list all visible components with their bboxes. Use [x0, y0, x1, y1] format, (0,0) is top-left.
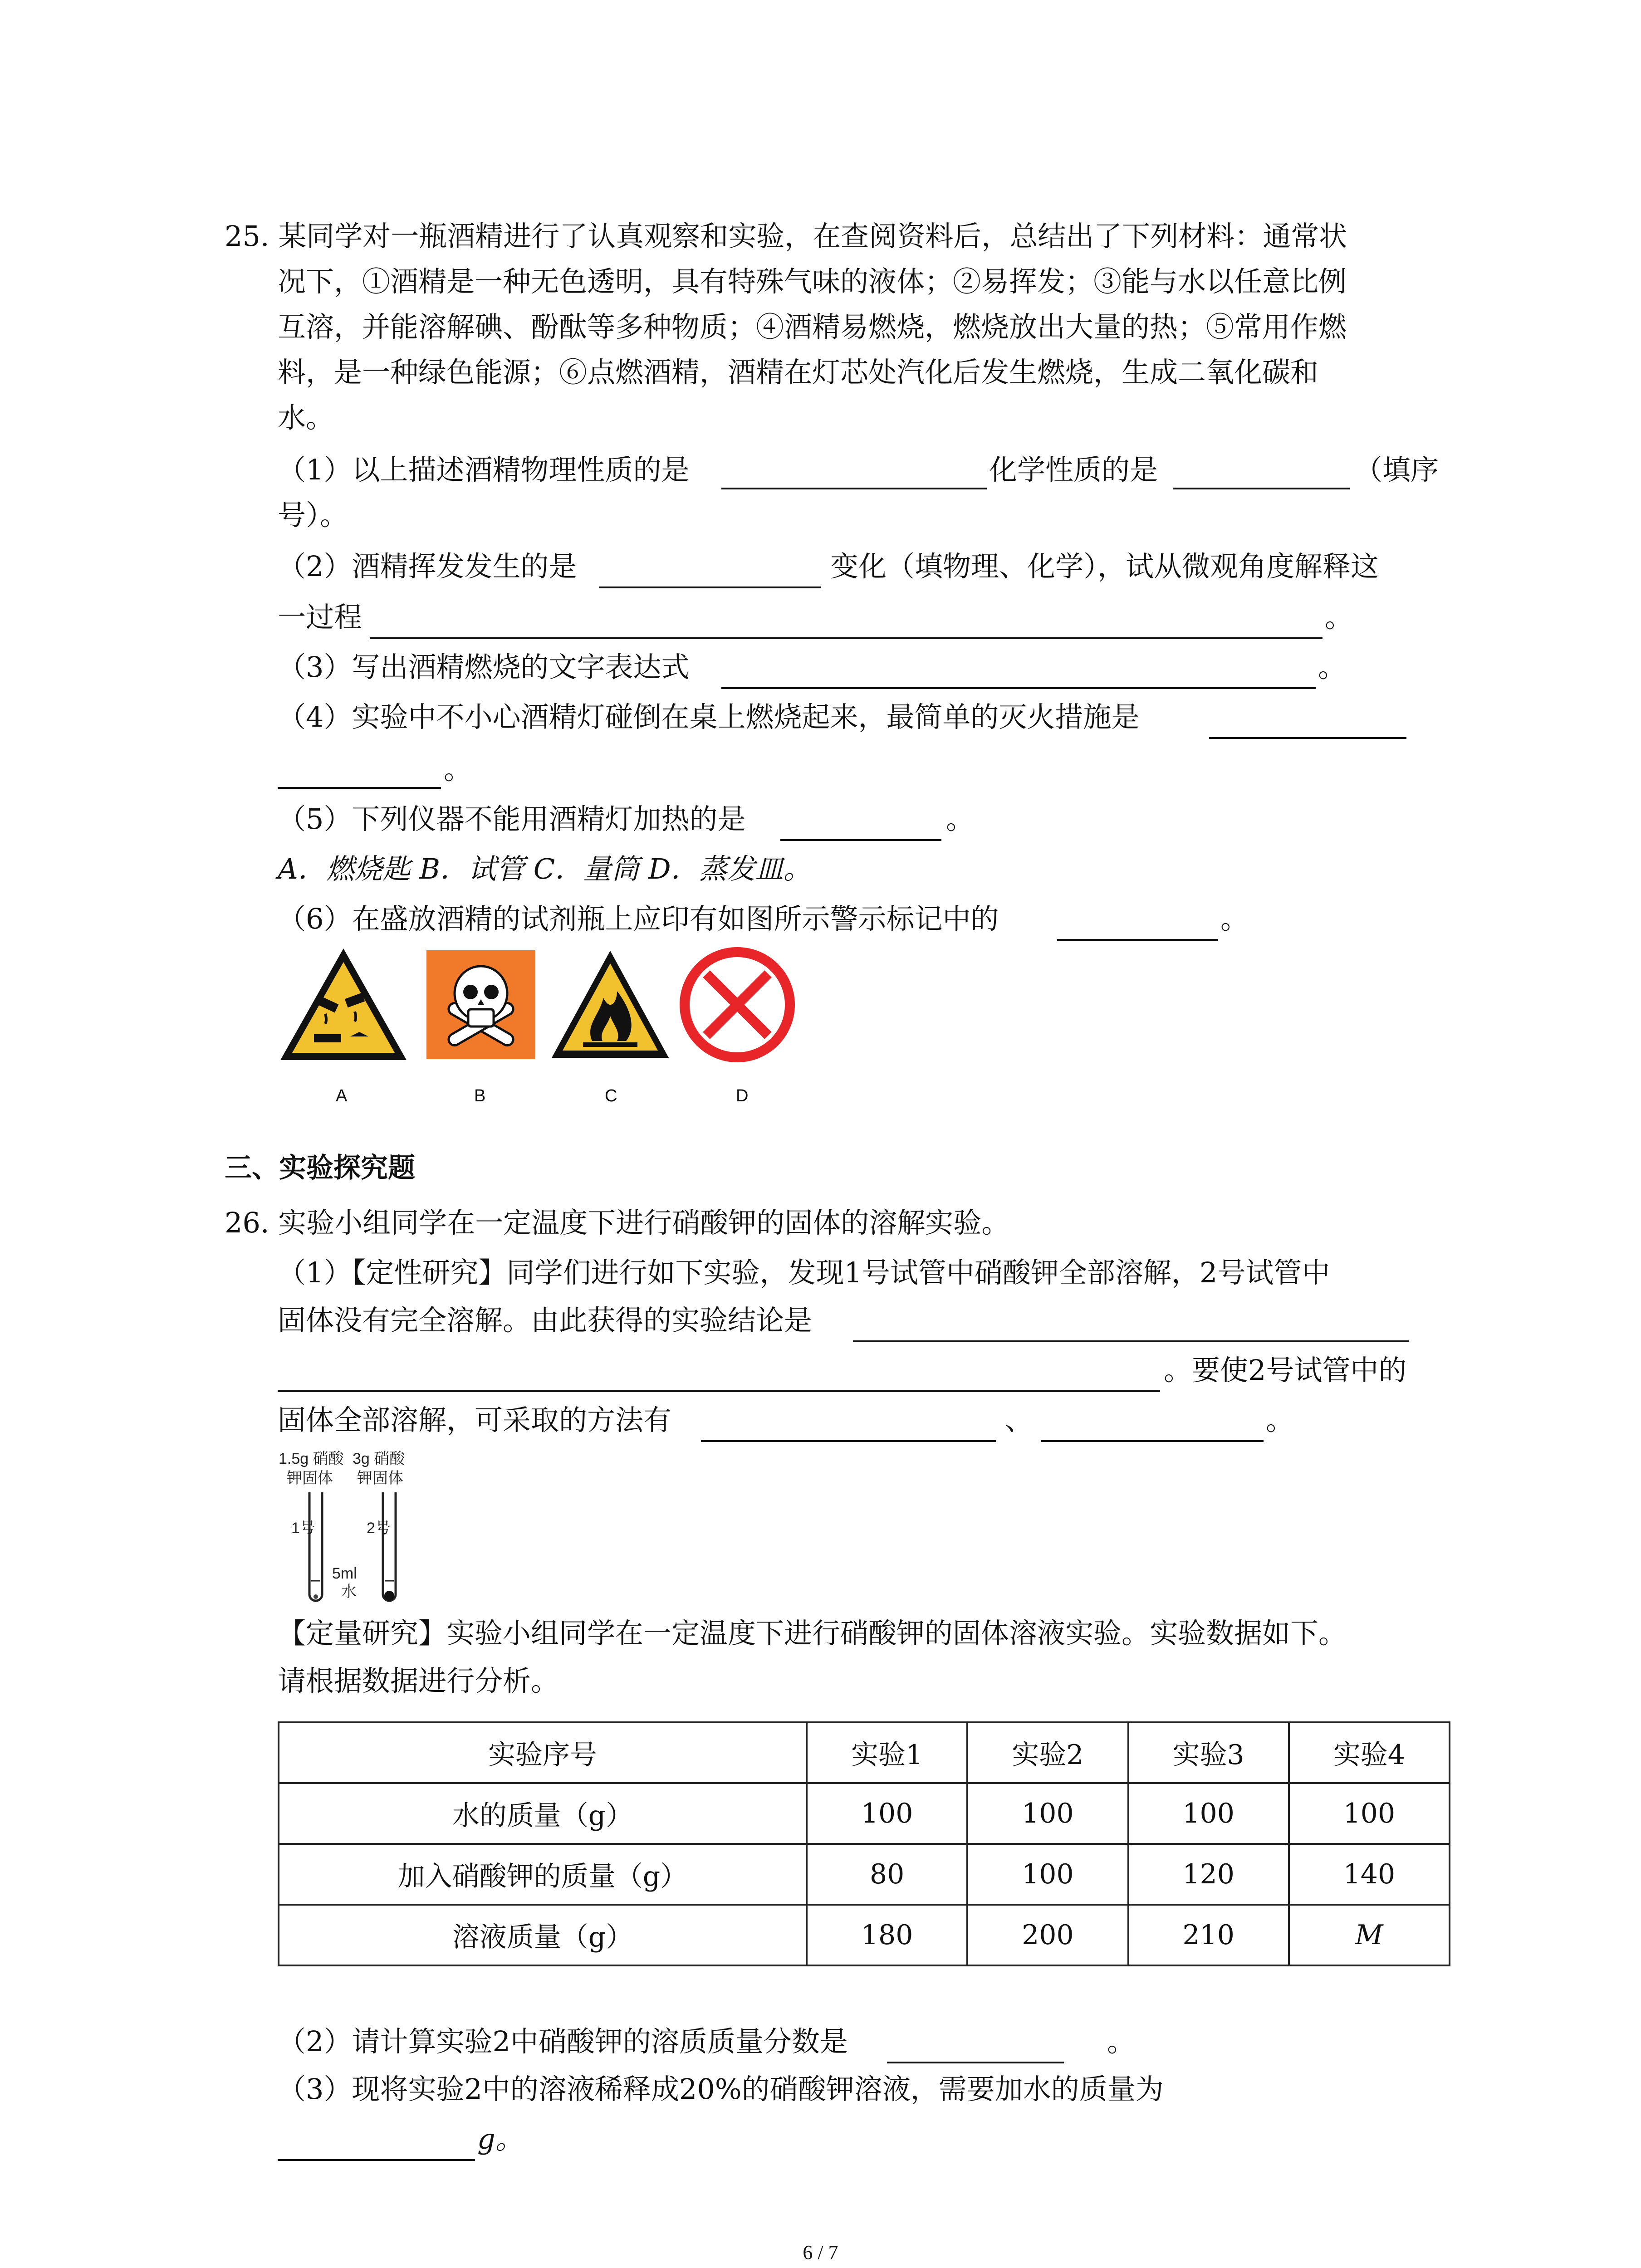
- test-tube-figure: [278, 1445, 432, 1617]
- q25-p2-blank-explain[interactable]: [370, 637, 1323, 639]
- q26-p1-blank-conclusion2[interactable]: [278, 1390, 1160, 1392]
- q25-p1-suffix2: 号）。: [278, 499, 348, 532]
- table-header-cell: 实验1: [807, 1722, 967, 1783]
- table-cell: 100: [807, 1783, 967, 1844]
- q25-p5-options: A．燃烧匙 B．试管 C．量筒 D．蒸发皿。: [278, 852, 812, 885]
- q26-p2-blank[interactable]: [887, 2062, 1064, 2063]
- table-cell: 100: [1289, 1783, 1450, 1844]
- q25-p5-end: 。: [946, 802, 975, 836]
- q25-p2-text2: 变化（填物理、化学），试从微观角度解释这: [830, 550, 1379, 583]
- tube1-label-top: 1.5g 硝酸: [279, 1450, 344, 1467]
- toxic-skull-icon: [426, 950, 535, 1059]
- q26-p3-blank[interactable]: [278, 2159, 475, 2161]
- water-label: 水: [341, 1583, 357, 1600]
- table-row: [279, 1844, 1450, 1905]
- q25-line1: 25. 某同学对一瓶酒精进行了认真观察和实验，在查阅资料后，总结出了下列材料：通常状: [225, 220, 1347, 253]
- q25-p2-text: （2）酒精挥发发生的是: [278, 550, 577, 583]
- section-title: 三、实验探究题: [225, 1152, 415, 1184]
- table-cell: 180: [807, 1905, 967, 1965]
- table-cell: 溶液质量（g）: [279, 1905, 807, 1965]
- table-cell: 100: [1128, 1783, 1289, 1844]
- q25-p2-end: 。: [1325, 601, 1353, 634]
- q25-line2: 况下，①酒精是一种无色透明，具有特殊气味的液体；②易挥发；③能与水以任意比例: [278, 265, 1347, 298]
- table-cell: 140: [1289, 1844, 1450, 1905]
- experiment-data-table: [278, 1721, 1450, 1966]
- tube1-number: 1号: [291, 1520, 315, 1537]
- q26-quant-line2: 请根据数据进行分析。: [278, 1664, 559, 1697]
- prohibited-icon: [678, 946, 796, 1064]
- q26-p2-text: （2）请计算实验2中硝酸钾的溶质质量分数是: [278, 2025, 848, 2058]
- table-cell: 水的质量（g）: [279, 1783, 807, 1844]
- q25-p4-text: （4）实验中不小心酒精灯碰倒在桌上燃烧起来，最简单的灭火措施是: [278, 700, 1140, 733]
- q26-p1-line2: 固体没有完全溶解。由此获得的实验结论是: [278, 1304, 813, 1337]
- sign-label-a: A: [336, 1086, 348, 1105]
- q25-p1-text: （1）以上描述酒精物理性质的是: [278, 453, 690, 486]
- table-cell: 80: [807, 1844, 967, 1905]
- tube2-label-top: 3g 硝酸: [353, 1450, 405, 1467]
- q26-intro: 26. 实验小组同学在一定温度下进行硝酸钾的固体的溶解实验。: [225, 1206, 1010, 1239]
- q26-p1-end: 。: [1266, 1403, 1294, 1437]
- flammable-warning-icon: [549, 948, 671, 1061]
- q25-p4-blank-part2[interactable]: [278, 787, 441, 789]
- corrosive-warning-icon: [278, 946, 409, 1064]
- q25-p5-text: （5）下列仪器不能用酒精灯加热的是: [278, 802, 746, 836]
- sign-label-d: D: [736, 1086, 749, 1105]
- q25-p2-text3: 一过程: [278, 601, 362, 634]
- q26-quant-line1: 【定量研究】实验小组同学在一定温度下进行硝酸钾的固体溶液实验。实验数据如下。: [278, 1617, 1347, 1650]
- table-cell: 200: [967, 1905, 1128, 1965]
- q26-p1-line3: 。要使2号试管中的: [1164, 1354, 1407, 1387]
- q25-line5: 水。: [278, 401, 334, 434]
- table-header-row: [279, 1722, 1450, 1783]
- table-cell: 100: [967, 1783, 1128, 1844]
- q25-p1-blank-physical[interactable]: [721, 488, 987, 489]
- table-cell: 100: [967, 1844, 1128, 1905]
- table-header-cell: 实验序号: [279, 1722, 807, 1783]
- q26-p1-line4: 固体全部溶解，可采取的方法有: [278, 1403, 672, 1437]
- q26-p1-line1: （1）【定性研究】同学们进行如下实验，发现1号试管中硝酸钾全部溶解，2号试管中: [278, 1256, 1330, 1289]
- q25-p1-chemical-label: 化学性质的是: [989, 453, 1158, 486]
- q26-p3-end: g。: [477, 2122, 524, 2156]
- tube2-label-bottom: 钾固体: [357, 1470, 403, 1487]
- q25-p1-blank-chemical[interactable]: [1173, 488, 1350, 489]
- q26-p1-blank-method2[interactable]: [1041, 1440, 1264, 1442]
- q25-p3-end: 。: [1318, 650, 1347, 684]
- water-volume: 5ml: [332, 1565, 357, 1582]
- q25-line4: 料，是一种绿色能源；⑥点燃酒精，酒精在灯芯处汽化后发生燃烧，生成二氧化碳和: [278, 356, 1319, 389]
- q25-p6-text: （6）在盛放酒精的试剂瓶上应印有如图所示警示标记中的: [278, 902, 999, 935]
- q26-p1-blank-method1[interactable]: [701, 1440, 996, 1442]
- q25-p1-suffix: （填序: [1354, 453, 1439, 486]
- q25-p2-blank-change[interactable]: [599, 587, 821, 588]
- table-header-cell: 实验2: [967, 1722, 1128, 1783]
- q26-p2-end: 。: [1107, 2025, 1136, 2058]
- q26-p3-text: （3）现将实验2中的溶液稀释成20%的硝酸钾溶液，需要加水的质量为: [278, 2072, 1164, 2106]
- q25-p6-end: 。: [1220, 902, 1249, 935]
- table-cell: 120: [1128, 1844, 1289, 1905]
- table-row: [279, 1783, 1450, 1844]
- sign-label-b: B: [474, 1086, 486, 1105]
- q25-p6-blank[interactable]: [1057, 939, 1218, 941]
- table-header-cell: 实验3: [1128, 1722, 1289, 1783]
- table-cell: 210: [1128, 1905, 1289, 1965]
- q26-p1-sep: 、: [1005, 1403, 1034, 1437]
- page-number: 6 / 7: [803, 2241, 838, 2263]
- sign-label-c: C: [605, 1086, 617, 1105]
- table-row: [279, 1905, 1450, 1965]
- table-cell: M: [1289, 1905, 1450, 1965]
- table-header-cell: 实验4: [1289, 1722, 1450, 1783]
- q25-p3-blank-equation[interactable]: [721, 687, 1316, 689]
- table-cell: 加入硝酸钾的质量（g）: [279, 1844, 807, 1905]
- q25-p4-end: 。: [444, 753, 472, 786]
- q25-p4-blank-part1[interactable]: [1209, 737, 1406, 739]
- q25-p5-blank[interactable]: [780, 839, 941, 841]
- q25-p3-text: （3）写出酒精燃烧的文字表达式: [278, 650, 690, 684]
- tube2-number: 2号: [367, 1520, 391, 1537]
- q25-line3: 互溶，并能溶解碘、酚酞等多种物质；④酒精易燃烧，燃烧放出大量的热；⑤常用作燃: [278, 310, 1347, 343]
- tube1-label-bottom: 钾固体: [287, 1470, 333, 1487]
- q26-p1-blank-conclusion1[interactable]: [853, 1340, 1409, 1342]
